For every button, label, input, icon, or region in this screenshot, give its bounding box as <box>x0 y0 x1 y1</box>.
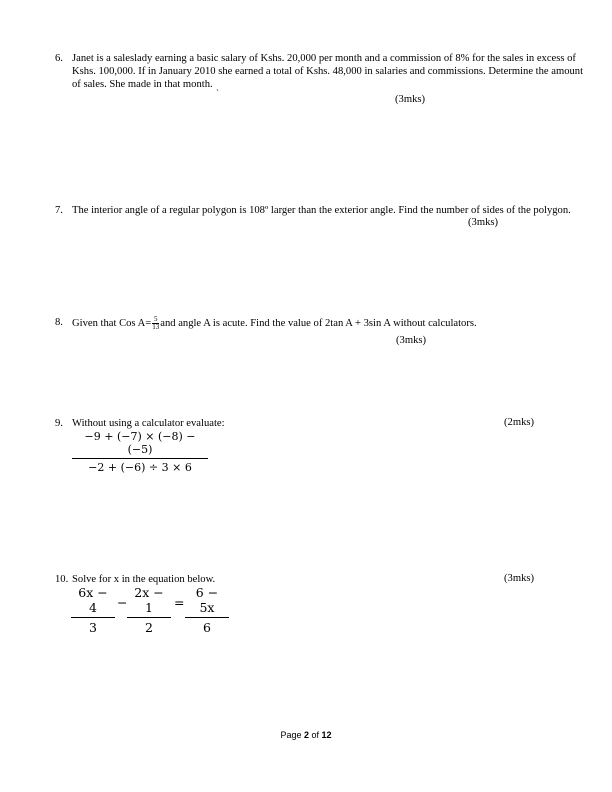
marks-label: (3mks) <box>396 335 427 346</box>
question-number: 6. <box>55 53 63 64</box>
marks-label: (3mks) <box>468 217 499 228</box>
equals-operator: = <box>174 595 185 610</box>
fraction-denominator: 2 <box>145 620 153 635</box>
marks-label: (2mks) <box>504 417 535 428</box>
equation-fraction-2 <box>127 585 171 635</box>
question-text <box>72 316 585 331</box>
marks-label: (3mks) <box>395 94 426 105</box>
expression-numerator: −9 + (−7) × (−8) − (−5) <box>72 430 208 459</box>
fraction-numerator: 5 <box>154 315 158 323</box>
question-number: 10. <box>55 574 69 585</box>
current-page-number: 2 <box>303 730 309 740</box>
fraction-numerator: 6x − 4 <box>71 585 115 618</box>
question-text: Solve for x in the equation below. <box>72 574 216 585</box>
fraction <box>152 316 159 331</box>
question-number: 8. <box>55 317 63 328</box>
fraction-denominator: 13 <box>152 323 160 331</box>
question-text: Without using a calculator evaluate: <box>72 418 225 429</box>
question-number: 9. <box>55 418 63 429</box>
total-page-count: 12 <box>321 730 332 740</box>
question-text-after: and angle A is acute. Find the value of 2tan A + 3sin A without calculators. <box>160 317 477 329</box>
fraction-denominator: 6 <box>203 620 211 635</box>
expression-denominator: −2 + (−6) ÷ 3 × 6 <box>88 461 192 474</box>
fraction-numerator: 2x − 1 <box>127 585 171 618</box>
question-text: The interior angle of a regular polygon is 108º larger than the exterior angle. Find the number of sides of the polygon. <box>72 205 571 216</box>
expression-fraction <box>72 430 208 474</box>
equation-fraction-1 <box>71 585 115 635</box>
equation-fraction-3 <box>185 585 229 635</box>
minus-operator: − <box>117 595 128 610</box>
stray-mark: ` <box>216 88 219 98</box>
footer-prefix: Page <box>280 730 304 740</box>
question-6 <box>55 52 585 91</box>
marks-label: (3mks) <box>504 573 535 584</box>
page-footer <box>0 730 612 740</box>
question-text-before: Given that Cos A= <box>72 317 152 329</box>
fraction-denominator: 3 <box>89 620 97 635</box>
fraction-numerator: 6 − 5x <box>185 585 229 618</box>
question-8 <box>55 316 585 331</box>
question-text: Janet is a saleslady earning a basic salary of Kshs. 20,000 per month and a commission of 8% for the sales in excess of Kshs. 100,000. If in January 2010 she earned a total of Kshs. 48,000 in salaries and commissions. Determine the amount of sales. She made in that month. <box>72 53 584 90</box>
question-number: 7. <box>55 205 63 216</box>
footer-middle: of <box>309 730 322 740</box>
question-7 <box>55 204 585 217</box>
